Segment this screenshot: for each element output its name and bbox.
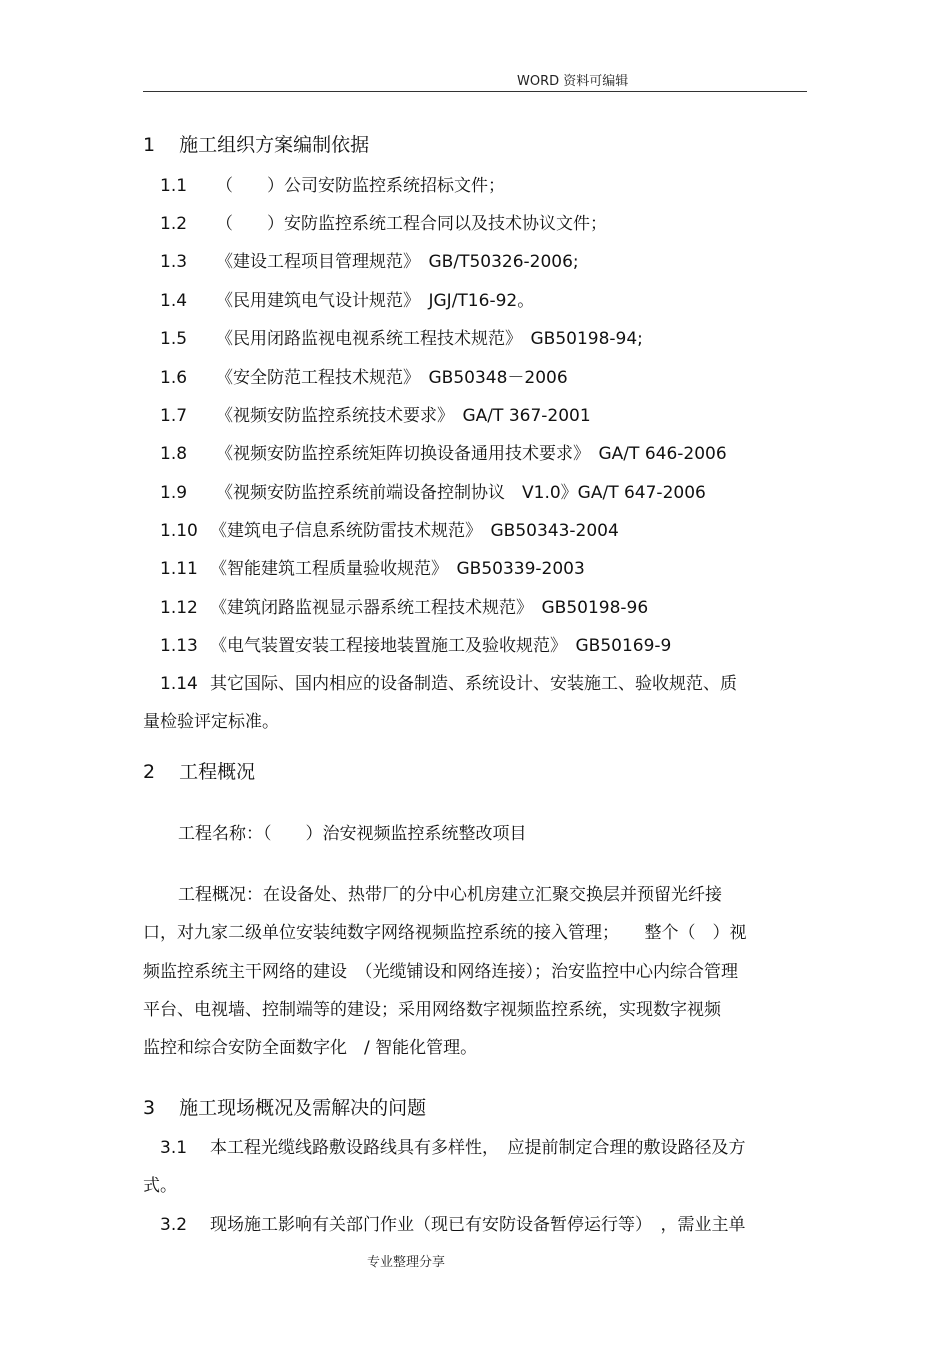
section-1-heading: [143, 130, 369, 157]
list-item: [160, 286, 534, 311]
list-item-continuation: 式。: [143, 1176, 177, 1196]
list-item: [160, 1133, 746, 1158]
list-item: [160, 478, 706, 503]
overview-line: 监控和综合安防全面数字化 / 智能化管理。: [143, 1038, 478, 1058]
list-item: [160, 209, 607, 234]
item-text: 其它国际、国内相应的设备制造、系统设计、安装施工、验收规范、质: [210, 674, 737, 694]
item-number: 1.4: [160, 291, 188, 311]
item-text: （ ）公司安防监控系统招标文件；: [216, 176, 505, 196]
list-item: [160, 247, 579, 272]
item-text: 现场施工影响有关部门作业（现已有安防设备暂停运行等） ，需业主单: [210, 1215, 746, 1235]
item-text: 《视频安防监控系统技术要求》 GA/T 367-2001: [216, 406, 591, 426]
list-item: [160, 363, 568, 388]
item-text: 本工程光缆线路敷设路线具有多样性， 应提前制定合理的敷设路径及方: [210, 1138, 746, 1158]
overview-line: 工程概况：在设备处、热带厂的分中心机房建立汇聚交换层并预留光纤接: [178, 885, 722, 905]
list-item: [160, 554, 585, 579]
list-item: [160, 669, 737, 694]
list-item: [160, 516, 619, 541]
list-item: [160, 439, 727, 464]
item-number: 1.6: [160, 368, 188, 388]
header-divider: [143, 91, 807, 92]
item-text: 《视频安防监控系统前端设备控制协议 V1.0》GA/T 647-2006: [216, 483, 706, 503]
list-item-continuation: 量检验评定标准。: [143, 712, 279, 732]
item-number: 1.9: [160, 483, 188, 503]
section-number: 1: [143, 134, 156, 156]
item-number: 1.8: [160, 444, 188, 464]
section-number: 3: [143, 1097, 156, 1119]
section-title: 施工现场概况及需解决的问题: [179, 1097, 427, 1119]
item-text: 《建筑闭路监视显示器系统工程技术规范》 GB50198-96: [210, 598, 649, 618]
item-text: 《安全防范工程技术规范》 GB50348－2006: [216, 368, 568, 388]
section-2-heading: [143, 757, 255, 784]
overview-line: 平台、电视墙、控制端等的建设；采用网络数字视频监控系统，实现数字视频: [143, 1000, 721, 1020]
list-item: [160, 631, 671, 656]
item-number: 1.1: [160, 176, 188, 196]
item-number: 3.1: [160, 1138, 188, 1158]
list-item: [160, 1210, 746, 1235]
item-number: 1.14: [160, 674, 198, 694]
section-title: 工程概况: [179, 761, 256, 783]
list-item: [160, 401, 591, 426]
item-number: 1.10: [160, 521, 198, 541]
item-text: （ ）安防监控系统工程合同以及技术协议文件；: [216, 214, 607, 234]
item-text: 《民用闭路监视电视系统工程技术规范》 GB50198-94;: [216, 329, 643, 349]
item-number: 1.3: [160, 252, 188, 272]
item-text: 《视频安防监控系统矩阵切换设备通用技术要求》 GA/T 646-2006: [216, 444, 727, 464]
item-number: 3.2: [160, 1215, 188, 1235]
item-number: 1.2: [160, 214, 188, 234]
list-item: [160, 593, 648, 618]
list-item: [160, 324, 643, 349]
section-number: 2: [143, 761, 156, 783]
project-name: 工程名称：（ ）治安视频监控系统整改项目: [178, 824, 527, 844]
item-number: 1.5: [160, 329, 188, 349]
item-text: 《民用建筑电气设计规范》 JGJ/T16-92。: [216, 291, 535, 311]
item-number: 1.11: [160, 559, 198, 579]
item-text: 《建筑电子信息系统防雷技术规范》 GB50343-2004: [210, 521, 619, 541]
overview-line: 频监控系统主干网络的建设 （光缆铺设和网络连接）；治安监控中心内综合管理: [143, 962, 738, 982]
item-text: 《智能建筑工程质量验收规范》 GB50339-2003: [210, 559, 585, 579]
page-footer: 专业整理分享: [367, 1255, 446, 1270]
item-number: 1.7: [160, 406, 188, 426]
section-title: 施工组织方案编制依据: [179, 134, 370, 156]
item-text: 《电气装置安装工程接地装置施工及验收规范》 GB50169-9: [210, 636, 672, 656]
section-3-heading: [143, 1093, 426, 1120]
list-item: [160, 171, 505, 196]
item-number: 1.12: [160, 598, 198, 618]
item-number: 1.13: [160, 636, 198, 656]
page-header: WORD 资料可编辑: [517, 74, 629, 89]
item-text: 《建设工程项目管理规范》 GB/T50326-2006;: [216, 252, 579, 272]
overview-line: 口，对九家二级单位安装纯数字网络视频监控系统的接入管理； 整个（ ）视: [143, 923, 747, 943]
